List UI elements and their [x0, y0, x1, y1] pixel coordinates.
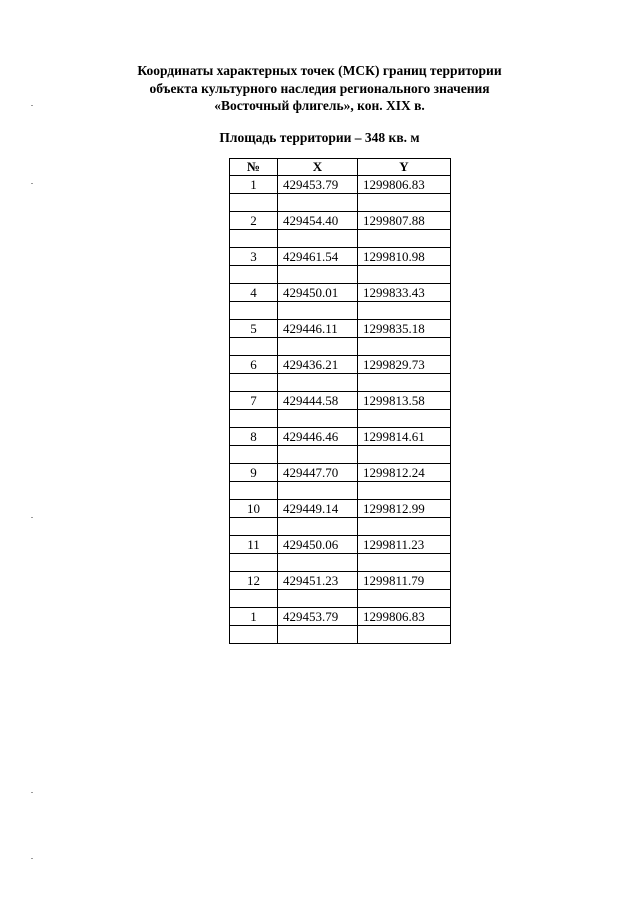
table-row	[230, 320, 451, 338]
empty-cell	[278, 230, 358, 248]
cell-number: 7	[230, 392, 278, 410]
cell-number: 8	[230, 428, 278, 446]
empty-cell	[230, 266, 278, 284]
title-line-3: «Восточный флигель», кон. XIX в.	[214, 98, 425, 113]
cell-y: 1299812.24	[358, 464, 451, 482]
cell-x: 429447.70	[278, 464, 358, 482]
coordinates-table	[229, 158, 451, 644]
cell-x: 429446.46	[278, 428, 358, 446]
cell-y: 1299829.73	[358, 356, 451, 374]
cell-x: 429461.54	[278, 248, 358, 266]
empty-cell	[358, 302, 451, 320]
table-row	[230, 248, 451, 266]
table-row	[230, 608, 451, 626]
title-line-1: Координаты характерных точек (МСК) границ территории	[137, 63, 502, 78]
title-line-2: объекта культурного наследия регионального значения	[149, 80, 490, 96]
table-row	[230, 572, 451, 590]
empty-cell	[358, 230, 451, 248]
empty-cell	[358, 266, 451, 284]
margin-speck	[31, 517, 33, 518]
cell-number: 2	[230, 212, 278, 230]
cell-number: 4	[230, 284, 278, 302]
cell-number: 10	[230, 500, 278, 518]
empty-cell	[230, 446, 278, 464]
cell-y: 1299807.88	[358, 212, 451, 230]
table-row	[230, 500, 451, 518]
cell-y: 1299810.98	[358, 248, 451, 266]
cell-x: 429454.40	[278, 212, 358, 230]
table-row	[230, 212, 451, 230]
cell-x: 429446.11	[278, 320, 358, 338]
empty-cell	[358, 410, 451, 428]
table-row	[230, 464, 451, 482]
margin-speck	[31, 105, 33, 106]
empty-cell	[278, 590, 358, 608]
empty-cell	[230, 374, 278, 392]
table-row	[230, 428, 451, 446]
empty-cell	[358, 194, 451, 212]
empty-cell	[278, 410, 358, 428]
table-row	[230, 356, 451, 374]
cell-y: 1299806.83	[358, 608, 451, 626]
table-spacer-row	[230, 338, 451, 356]
cell-x: 429444.58	[278, 392, 358, 410]
table-header-row	[230, 159, 451, 176]
cell-y: 1299813.58	[358, 392, 451, 410]
empty-cell	[358, 518, 451, 536]
table-row	[230, 536, 451, 554]
cell-y: 1299814.61	[358, 428, 451, 446]
table-spacer-row	[230, 446, 451, 464]
header-x: X	[278, 159, 358, 176]
empty-cell	[230, 554, 278, 572]
empty-cell	[358, 482, 451, 500]
cell-y: 1299811.23	[358, 536, 451, 554]
cell-x: 429451.23	[278, 572, 358, 590]
empty-cell	[230, 338, 278, 356]
cell-y: 1299835.18	[358, 320, 451, 338]
cell-number: 3	[230, 248, 278, 266]
table-spacer-row	[230, 230, 451, 248]
empty-cell	[230, 482, 278, 500]
table-row	[230, 284, 451, 302]
document-title	[0, 62, 639, 115]
cell-number: 12	[230, 572, 278, 590]
table-spacer-row	[230, 626, 451, 644]
table-spacer-row	[230, 518, 451, 536]
empty-cell	[358, 446, 451, 464]
table-spacer-row	[230, 374, 451, 392]
empty-cell	[230, 302, 278, 320]
empty-cell	[278, 266, 358, 284]
empty-cell	[278, 302, 358, 320]
empty-cell	[278, 518, 358, 536]
margin-speck	[31, 183, 33, 184]
table-spacer-row	[230, 590, 451, 608]
cell-x: 429450.06	[278, 536, 358, 554]
empty-cell	[278, 374, 358, 392]
empty-cell	[278, 554, 358, 572]
empty-cell	[358, 374, 451, 392]
margin-speck	[31, 858, 33, 859]
empty-cell	[278, 482, 358, 500]
cell-x: 429453.79	[278, 176, 358, 194]
empty-cell	[278, 626, 358, 644]
cell-y: 1299812.99	[358, 500, 451, 518]
empty-cell	[358, 338, 451, 356]
empty-cell	[278, 446, 358, 464]
table-spacer-row	[230, 266, 451, 284]
cell-number: 1	[230, 608, 278, 626]
table-row	[230, 392, 451, 410]
table-spacer-row	[230, 482, 451, 500]
cell-y: 1299806.83	[358, 176, 451, 194]
table-row	[230, 176, 451, 194]
empty-cell	[230, 194, 278, 212]
table-spacer-row	[230, 410, 451, 428]
table-spacer-row	[230, 554, 451, 572]
margin-speck	[31, 792, 33, 793]
empty-cell	[278, 338, 358, 356]
empty-cell	[230, 590, 278, 608]
empty-cell	[230, 230, 278, 248]
empty-cell	[230, 626, 278, 644]
table-spacer-row	[230, 194, 451, 212]
cell-number: 5	[230, 320, 278, 338]
cell-x: 429449.14	[278, 500, 358, 518]
area-line: Площадь территории – 348 кв. м	[219, 130, 420, 145]
cell-x: 429453.79	[278, 608, 358, 626]
cell-number: 11	[230, 536, 278, 554]
empty-cell	[358, 590, 451, 608]
empty-cell	[358, 554, 451, 572]
empty-cell	[358, 626, 451, 644]
cell-y: 1299833.43	[358, 284, 451, 302]
cell-number: 9	[230, 464, 278, 482]
table-body	[230, 176, 451, 644]
cell-x: 429436.21	[278, 356, 358, 374]
empty-cell	[230, 410, 278, 428]
header-number: №	[230, 159, 278, 176]
header-y: Y	[358, 159, 451, 176]
cell-y: 1299811.79	[358, 572, 451, 590]
empty-cell	[230, 518, 278, 536]
cell-number: 1	[230, 176, 278, 194]
cell-number: 6	[230, 356, 278, 374]
empty-cell	[278, 194, 358, 212]
cell-x: 429450.01	[278, 284, 358, 302]
table-spacer-row	[230, 302, 451, 320]
